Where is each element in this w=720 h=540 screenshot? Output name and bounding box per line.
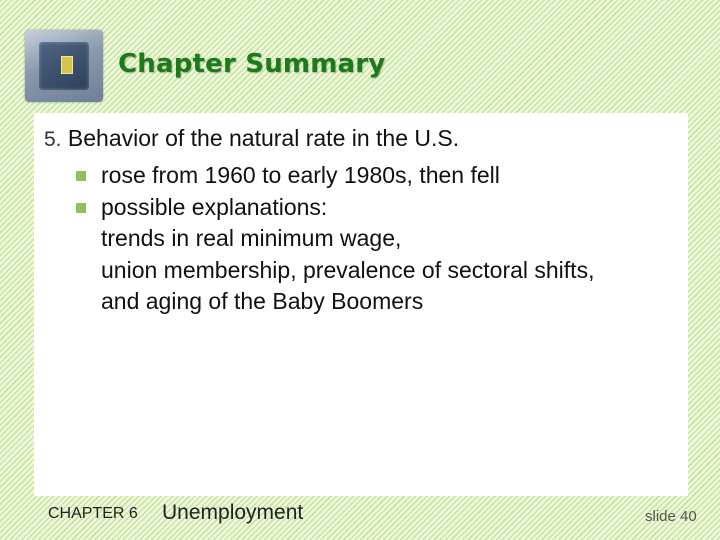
slide-number: slide 40 xyxy=(645,508,697,525)
bullet-text: rose from 1960 to early 1980s, then fell xyxy=(101,162,500,188)
bullet-list xyxy=(76,160,686,318)
chip-logo-icon xyxy=(25,30,103,102)
bullet-square-icon xyxy=(76,171,86,181)
point-text: Behavior of the natural rate in the U.S. xyxy=(67,125,460,151)
bullet-text: possible explanations: xyxy=(101,193,328,220)
bullet-text-continuation: union membership, prevalence of sectoral shifts, xyxy=(101,256,595,283)
footer-topic-label: Unemployment xyxy=(162,501,304,524)
slide-title: Chapter Summary xyxy=(118,49,386,79)
point-number: 5. xyxy=(44,128,62,151)
footer-chapter-label: CHAPTER 6 xyxy=(48,505,138,522)
bullet-text-continuation: trends in real minimum wage, xyxy=(101,225,402,251)
bullet-square-icon xyxy=(76,203,86,213)
bullet-text-continuation: and aging of the Baby Boomers xyxy=(101,288,424,314)
bullet-item xyxy=(76,160,686,192)
bullet-item xyxy=(76,192,686,318)
summary-point xyxy=(44,122,684,156)
logo-core xyxy=(61,56,73,74)
